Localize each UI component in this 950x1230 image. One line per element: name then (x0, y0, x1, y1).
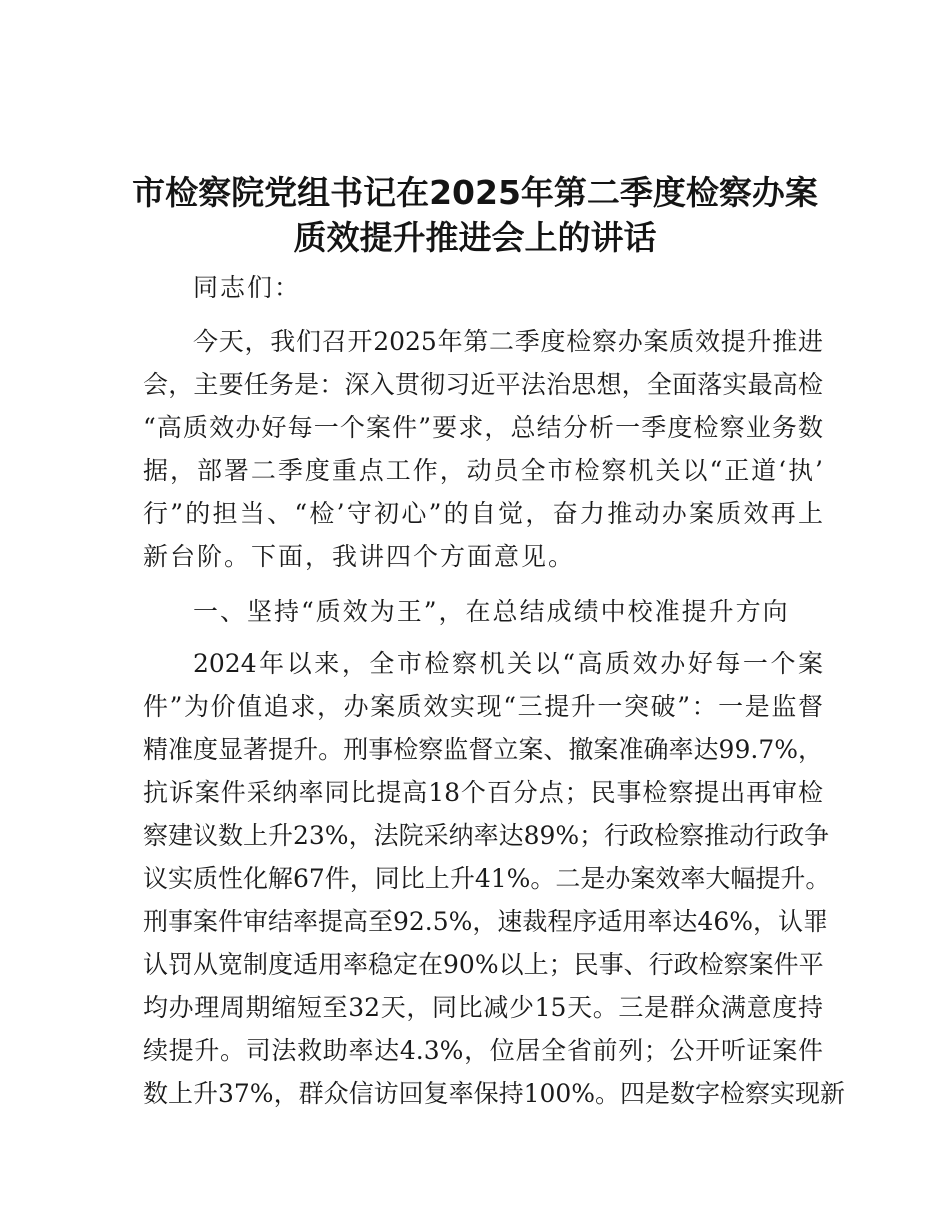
body-line: 精准度显著提升。刑事检察监督立案、撤案准确率达99.7%， (143, 735, 823, 764)
body-line: 认罚从宽制度适用率稳定在90%以上；民事、行政检察案件平 (143, 950, 824, 979)
body-line: 续提升。司法救助率达4.3%，位居全省前列；公开听证案件 (143, 1036, 823, 1065)
body-line: 件”为价值追求，办案质效实现“三提升一突破”：一是监督 (143, 692, 823, 721)
intro-line: 今天，我们召开2025年第二季度检察办案质效提升推进 (193, 327, 823, 356)
section-heading: 一、坚持“质效为王”，在总结成绩中校准提升方向 (193, 597, 790, 626)
intro-line: “高质效办好每一个案件”要求，总结分析一季度检察业务数 (143, 413, 823, 442)
body-line: 均办理周期缩短至32天，同比减少15天。三是群众满意度持 (143, 993, 823, 1022)
body-line: 2024年以来，全市检察机关以“高质效办好每一个案 (193, 649, 823, 678)
body-line: 议实质性化解67件，同比上升41%。二是办案效率大幅提升。 (143, 864, 831, 893)
body-line: 数上升37%，群众信访回复率保持100%。四是数字检察实现新 (143, 1079, 846, 1108)
body-line: 刑事案件审结率提高至92.5%，速裁程序适用率达46%，认罪 (143, 907, 828, 936)
document-title-line-2: 质效提升推进会上的讲话 (293, 218, 657, 257)
intro-line: 据，部署二季度重点工作，动员全市检察机关以“正道‘执’ (143, 456, 823, 485)
intro-line: 行”的担当、“检’守初心”的自觉，奋力推动办案质效再上 (143, 499, 823, 528)
intro-line: 会，主要任务是：深入贯彻习近平法治思想，全面落实最高检 (143, 370, 823, 399)
salutation: 同志们： (193, 273, 302, 302)
intro-line: 新台阶。下面，我讲四个方面意见。 (143, 542, 576, 571)
body-line: 察建议数上升23%，法院采纳率达89%；行政检察推动行政争 (143, 821, 830, 850)
body-line: 抗诉案件采纳率同比提高18个百分点；民事检察提出再审检 (143, 778, 823, 807)
document-title-line-1: 市检察院党组书记在2025年第二季度检察办案 (132, 173, 818, 212)
